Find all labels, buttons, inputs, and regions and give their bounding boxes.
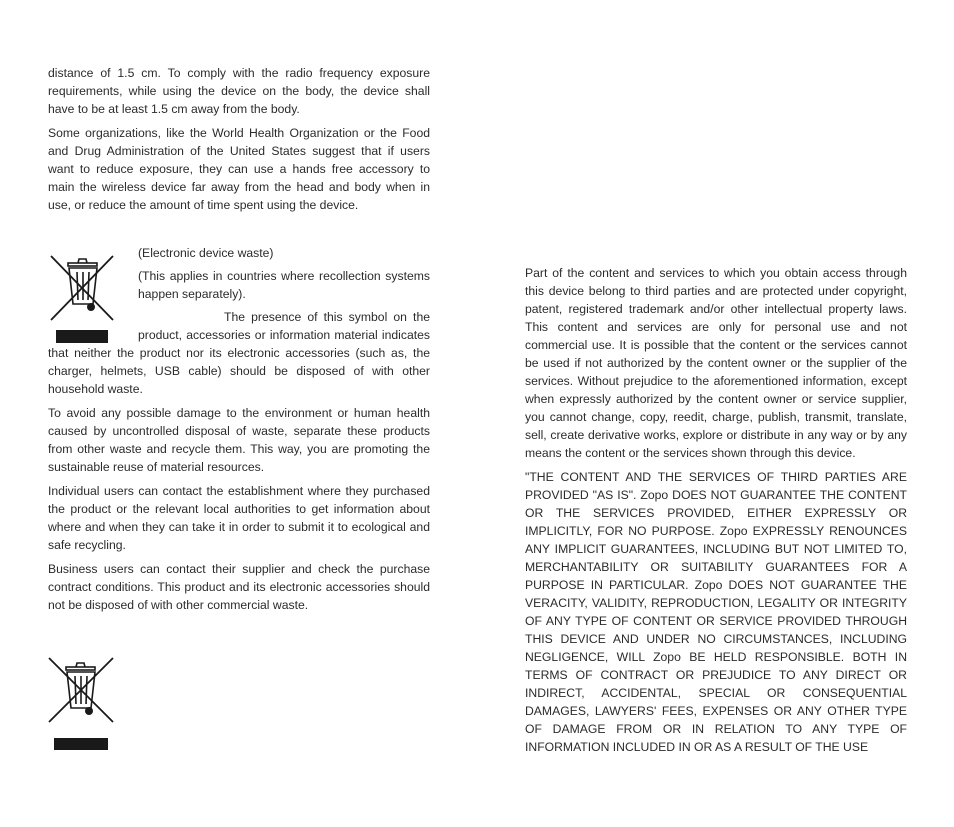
individual-users-paragraph: Individual users can contact the establishment where they purchased the product or the relevant local authorities to get information about where and when they can take it in order to submit it to ecological and safe recycling. bbox=[48, 484, 430, 552]
crossed-bin-icon bbox=[48, 252, 118, 344]
left-page-column bbox=[48, 64, 430, 620]
exposure-advice-paragraph: Some organizations, like the World Health Organization or the Food and Drug Administration of the United States suggest that if users want to reduce exposure, they can use a hands free accessory to main the wireless device far away from the head and body when in use, or reduce the amount of time spent using the device. bbox=[48, 126, 430, 212]
waste-title: (Electronic device waste) bbox=[138, 246, 274, 260]
right-page-column bbox=[525, 264, 907, 762]
crossed-bin-icon-svg-2 bbox=[46, 656, 116, 752]
waste-damage-paragraph: To avoid any possible damage to the environment or human health caused by uncontrolled disposal of waste, separate these products from other waste and recycle them. This way, you are promoting the sustainable reuse of material resources. bbox=[48, 406, 430, 474]
as-is-disclaimer-paragraph: "THE CONTENT AND THE SERVICES OF THIRD PARTIES ARE PROVIDED "AS IS". Zopo DOES NOT GUARANTEE THE CONTENT OR THE SERVICES PROVIDED, EITHER EXPRESSLY OR IMPLICITLY, FOR NO PURPOSE. Zopo EXPRESSLY RENOUNCES ANY IMPLICIT GUARANTEES, INCLUDING BUT NOT LIMITED TO, MERCHANTABILITY OR SUITABILITY GUARANTEES FOR A PURPOSE IN PARTICULAR. Zopo DOES NOT GUARANTEE THE VERACITY, VALIDITY, REPRODUCTION, LEGALITY OR INTEGRITY OF ANY TYPE OF CONTENT OR SERVICE PROVIDED THROUGH THIS DEVICE AND UNDER NO CIRCUMSTANCES, INCLUDING NEGLIGENCE, WILL Zopo BE HELD RESPONSIBLE. BOTH IN TERMS OF CONTRACT OR PREJUDICE TO ANY DIRECT OR INDIRECT, ACCIDENTAL, SPECIAL OR CONSEQUENTIAL DAMAGES, LAWYERS' FEES, EXPENSES OR ANY OTHER TYPE OF DAMAGE FROM OR IN RELATION TO ANY TYPE OF INFORMATION INCLUDED IN OR AS A RESULT OF THE USE bbox=[525, 470, 907, 754]
rf-exposure-paragraph: distance of 1.5 cm. To comply with the radio frequency exposure requirements, while using the device on the body, the device shall have to be at least 1.5 cm away from the body. bbox=[48, 66, 430, 116]
crossed-bin-icon bbox=[46, 656, 116, 752]
third-party-content-paragraph: Part of the content and services to which you obtain access through this device belong to third parties and are protected under copyright, patent, registered trademark and/or other intellectual property laws. This content and services are only for personal use and not commercial use. It is possible that the content or the services cannot be used if not authorized by the content owner or the supplier of the services. Without prejudice to the aforementioned information, except when expressly authorized by the content owner or service supplier, you cannot change, copy, reedit, charge, publish, transmit, translate, sell, create derivative works, explore or distribute in any way or by any means the content or the services shown through this device. bbox=[525, 266, 907, 460]
business-users-paragraph: Business users can contact their supplier and check the purchase contract conditions. This product and its electronic accessories should not be disposed of with other commercial waste. bbox=[48, 562, 430, 612]
crossed-bin-icon-svg bbox=[48, 252, 118, 344]
waste-section bbox=[48, 244, 430, 398]
waste-symbol-paragraph: The presence of this symbol on the product, accessories or information material indicates that neither the product nor its electronic accessories (such as, the charger, helmets, USB cable) should be disposed of with other household waste. bbox=[48, 310, 430, 396]
waste-applies-note: (This applies in countries where recollection systems happen separately). bbox=[138, 269, 430, 301]
